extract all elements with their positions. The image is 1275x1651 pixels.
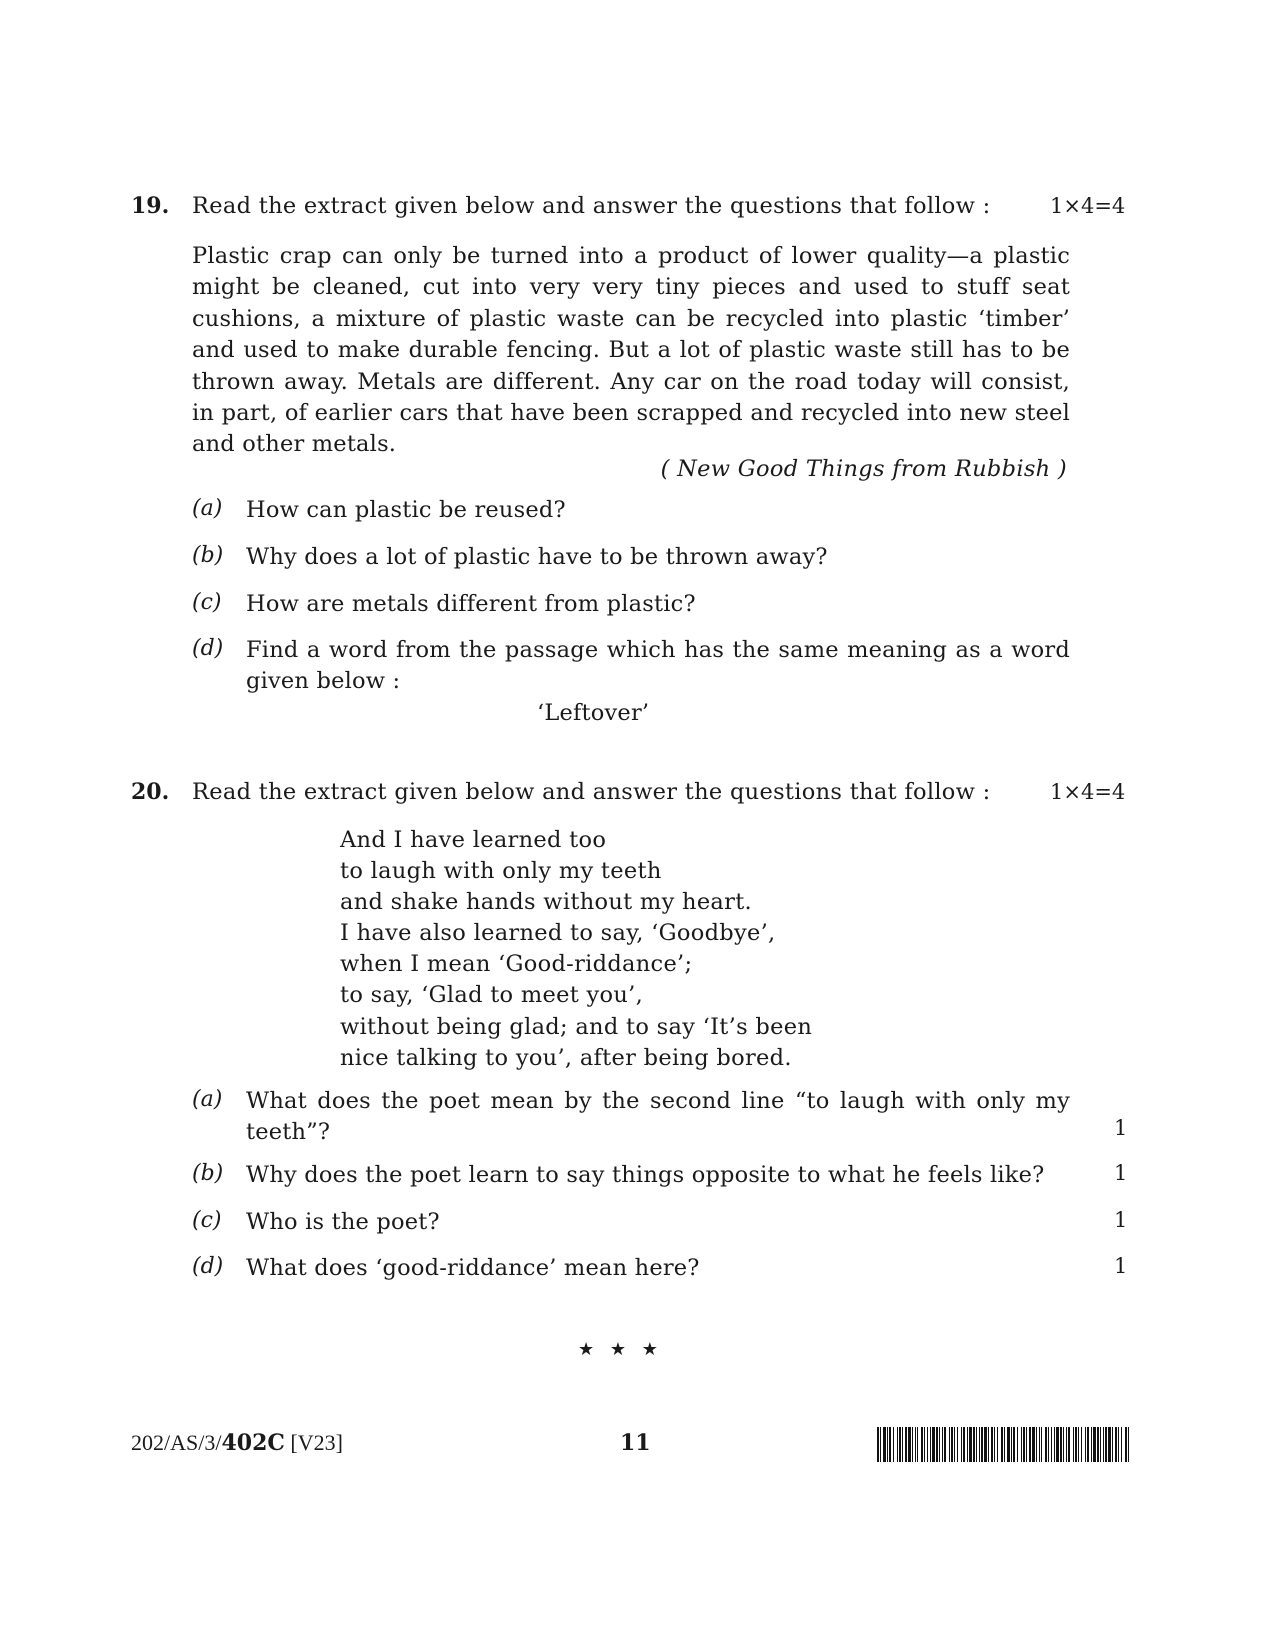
poem-line: and shake hands without my heart. [340, 889, 752, 916]
q19c-text: How are metals different from plastic? [246, 591, 696, 617]
q20b-text: Why does the poet learn to say things opposite to what he feels like? [246, 1162, 1045, 1188]
q20b-marks: 1 [1114, 1161, 1128, 1185]
end-stars: ★ ★ ★ [578, 1339, 663, 1360]
q19-passage: Plastic crap can only be turned into a product of lower quality—a plastic might be cleaned, cut into very very tiny pieces and used to stuff seat cushions, a mixture of plastic waste can be recycled into plastic ‘timber’ and used to make durable fencing. But a lot of plastic waste still has to be thrown away. Metals are different. Any car on the road today will consist, in part, of earlier cars that have been scrapped and recycled into new steel and other metals. [192, 243, 1070, 458]
barcode-image [877, 1427, 1131, 1462]
q20-marks: 1×4=4 [1050, 780, 1126, 804]
q20-poem [340, 825, 812, 1074]
q19a-text: How can plastic be reused? [246, 497, 566, 523]
q20c-text: Who is the poet? [246, 1209, 440, 1235]
poem-line: to laugh with only my teeth [340, 858, 662, 885]
paper-code-suffix: [V23] [284, 1430, 343, 1455]
q19b-letter: (b) [192, 543, 224, 568]
q19-number: 19. [131, 193, 170, 219]
q19-marks: 1×4=4 [1050, 194, 1126, 218]
q20d-letter: (d) [192, 1254, 224, 1279]
paper-code-bold: 402C [221, 1430, 285, 1456]
poem-line: nice talking to you’, after being bored. [340, 1044, 792, 1071]
poem-line: I have also learned to say, ‘Goodbye’, [340, 920, 776, 947]
paper-code [131, 1430, 343, 1456]
q19a-letter: (a) [192, 496, 223, 521]
q20a-marks: 1 [1114, 1116, 1128, 1140]
poem-line: when I mean ‘Good-riddance’; [340, 951, 693, 978]
q19-source: ( New Good Things from Rubbish ) [660, 456, 1067, 482]
q19-stem: Read the extract given below and answer the questions that follow : [192, 193, 991, 219]
page-number: 11 [620, 1430, 651, 1456]
q20c-marks: 1 [1114, 1208, 1128, 1232]
paper-code-prefix: 202/AS/3/ [131, 1430, 222, 1455]
poem-line: to say, ‘Glad to meet you’, [340, 982, 644, 1009]
q19d-text: Find a word from the passage which has the same meaning as a word given below : [246, 637, 1070, 694]
q19d-letter: (d) [192, 636, 224, 661]
q20-stem: Read the extract given below and answer the questions that follow : [192, 779, 991, 805]
q19b-text: Why does a lot of plastic have to be thrown away? [246, 544, 828, 570]
q20d-text: What does ‘good-riddance’ mean here? [246, 1255, 700, 1281]
q20-number: 20. [131, 779, 170, 805]
q20a-text: What does the poet mean by the second line “to laugh with only my teeth”? [246, 1088, 1070, 1145]
q20a-letter: (a) [192, 1087, 223, 1112]
poem-line: without being glad; and to say ‘It’s been [340, 1013, 813, 1040]
q20d-marks: 1 [1114, 1254, 1128, 1278]
q19c-letter: (c) [192, 590, 222, 615]
q19-word: ‘Leftover’ [537, 700, 650, 726]
poem-line: And I have learned too [340, 827, 607, 853]
q20b-letter: (b) [192, 1161, 224, 1186]
q20c-letter: (c) [192, 1208, 222, 1233]
